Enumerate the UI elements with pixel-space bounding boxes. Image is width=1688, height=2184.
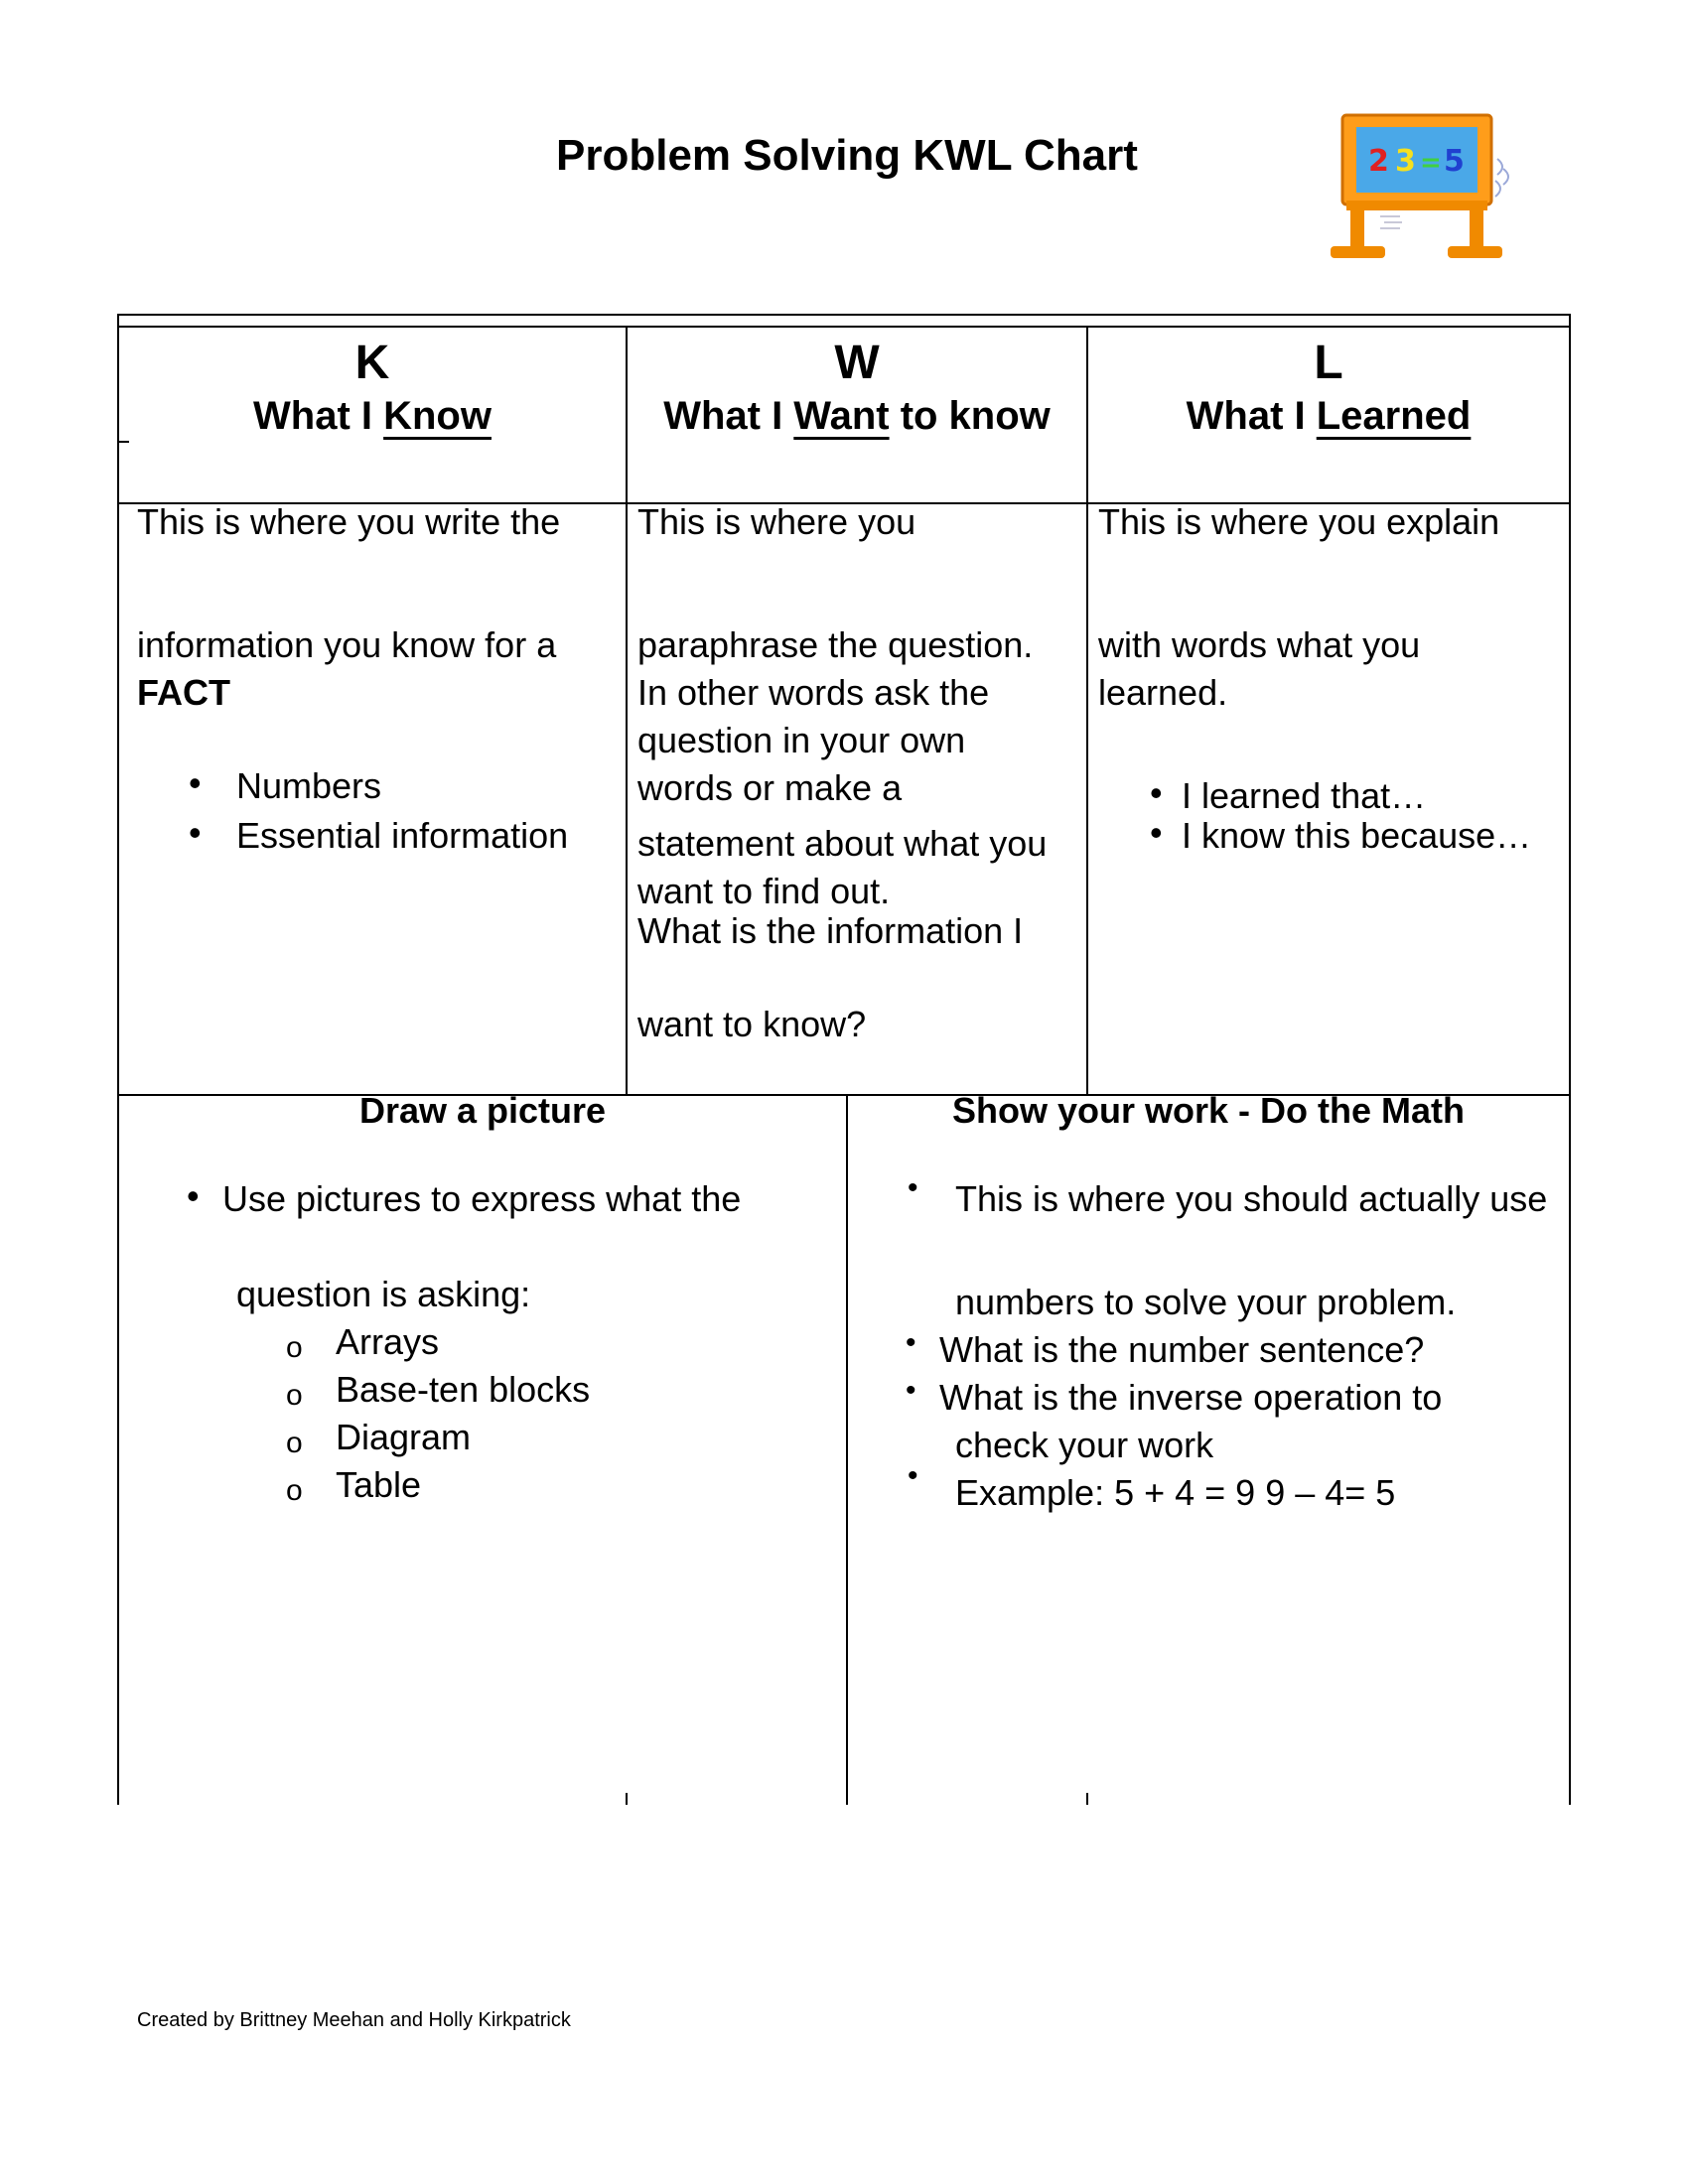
l-bullet: I learned that… — [1182, 775, 1427, 816]
w-text-line: want to find out. — [637, 871, 891, 911]
draw-sub-bullet: Diagram — [336, 1417, 472, 1457]
icon-digit: 5 — [1444, 144, 1465, 179]
w-text-line: question in your own — [637, 720, 966, 760]
draw-sub-bullet: Base-ten blocks — [336, 1369, 591, 1410]
column-subtitle: What I Want to know — [663, 394, 1051, 438]
column-header-k — [119, 336, 626, 441]
l-text-line: This is where you explain — [1098, 501, 1500, 542]
k-bullet: Essential information — [236, 815, 569, 856]
bullet-icon: • — [1150, 812, 1163, 853]
work-title: Show your work - Do the Math — [951, 1090, 1465, 1131]
w-text-line: In other words ask the — [637, 672, 990, 713]
column-subtitle: What I Learned — [1186, 394, 1472, 438]
l-text-line: with words what you — [1098, 624, 1421, 665]
circle-bullet-icon: o — [286, 1474, 303, 1507]
bullet-icon: • — [908, 1171, 918, 1204]
w-text-line: What is the information I — [637, 910, 1024, 951]
w-text-line: words or make a — [637, 767, 903, 808]
draw-title: Draw a picture — [358, 1090, 607, 1131]
column-subtitle: What I Know — [253, 394, 492, 438]
circle-bullet-icon: o — [286, 1427, 303, 1459]
icon-digit: 2 — [1368, 144, 1389, 179]
bullet-icon: • — [187, 1175, 200, 1216]
work-bullet-line: check your work — [955, 1425, 1214, 1465]
l-bullet: I know this because… — [1182, 815, 1532, 856]
column-header-l — [1088, 336, 1569, 441]
work-bullet-line: What is the inverse operation to — [939, 1377, 1443, 1418]
draw-bullet-line: question is asking: — [236, 1274, 531, 1314]
column-letter: W — [834, 337, 880, 389]
circle-bullet-icon: o — [286, 1379, 303, 1412]
k-fact-label: FACT — [137, 672, 230, 713]
w-text-line: paraphrase the question. — [637, 624, 1034, 665]
bullet-icon: • — [908, 1459, 918, 1492]
bullet-icon: • — [906, 1374, 916, 1407]
draw-bullet-line: Use pictures to express what the — [222, 1178, 742, 1219]
work-example: Example: 5 + 4 = 9 9 – 4= 5 — [955, 1472, 1396, 1513]
column-header-w — [628, 336, 1086, 441]
footer-credit: Created by Brittney Meehan and Holly Kirkpatrick — [137, 2009, 571, 2031]
work-bullet-line: This is where you should actually use — [955, 1178, 1548, 1219]
column-letter: K — [354, 337, 390, 389]
draw-sub-bullet: Table — [336, 1464, 422, 1505]
l-text-line: learned. — [1098, 672, 1228, 713]
k-text-line: information you know for a — [137, 624, 557, 665]
k-bullet: Numbers — [236, 765, 382, 806]
icon-digit: = — [1420, 148, 1442, 178]
bullet-icon: • — [906, 1326, 916, 1359]
easel-numbers-icon — [1321, 109, 1519, 268]
draw-sub-bullet: Arrays — [336, 1321, 440, 1362]
bullet-icon: • — [189, 812, 202, 853]
k-text-line: This is where you write the — [137, 501, 561, 542]
work-bullet: What is the number sentence? — [939, 1329, 1425, 1370]
w-text-line: statement about what you — [637, 823, 1048, 864]
w-text-line: This is where you — [637, 501, 916, 542]
w-text-line: want to know? — [637, 1004, 867, 1044]
bullet-icon: • — [1150, 772, 1163, 813]
column-letter: L — [1314, 337, 1343, 389]
page-title: Problem Solving KWL Chart — [556, 131, 1138, 180]
bullet-icon: • — [189, 762, 202, 803]
icon-digit: 3 — [1395, 144, 1416, 179]
work-bullet-line: numbers to solve your problem. — [955, 1282, 1457, 1322]
circle-bullet-icon: o — [286, 1331, 303, 1364]
